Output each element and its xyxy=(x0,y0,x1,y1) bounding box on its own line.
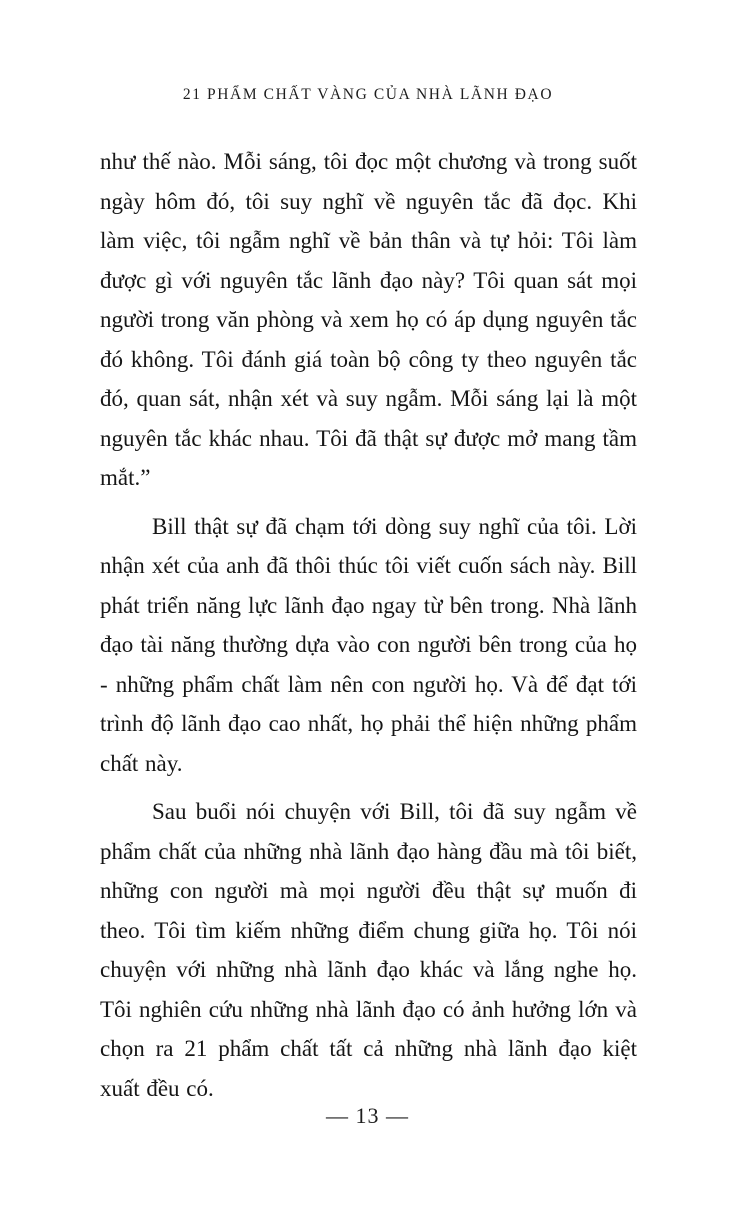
body-text xyxy=(100,142,637,1108)
paragraph: Bill thật sự đã chạm tới dòng suy nghĩ của tôi. Lời nhận xét của anh đã thôi thúc tôi viết cuốn sách này. Bill phát triển năng lực lãnh đạo ngay từ bên trong. Nhà lãnh đạo tài năng thường dựa vào con người bên trong của họ - những phẩm chất làm nên con người họ. Và để đạt tới trình độ lãnh đạo cao nhất, họ phải thể hiện những phẩm chất này. xyxy=(100,513,637,776)
paragraph-continuation: như thế nào. Mỗi sáng, tôi đọc một chương và trong suốt ngày hôm đó, tôi suy nghĩ về nguyên tắc đã đọc. Khi làm việc, tôi ngẫm nghĩ về bản thân và tự hỏi: Tôi làm được gì với nguyên tắc lãnh đạo này? Tôi quan sát mọi người trong văn phòng và xem họ có áp dụng nguyên tắc đó không. Tôi đánh giá toàn bộ công ty theo nguyên tắc đó, quan sát, nhận xét và suy ngẫm. Mỗi sáng lại là một nguyên tắc khác nhau. Tôi đã thật sự được mở mang tầm mắt.” xyxy=(100,149,637,490)
page-number: — 13 — xyxy=(326,1103,409,1128)
running-header: 21 PHẨM CHẤT VÀNG CỦA NHÀ LÃNH ĐẠO xyxy=(182,86,554,103)
paragraph: Sau buổi nói chuyện với Bill, tôi đã suy ngẫm về phẩm chất của những nhà lãnh đạo hàng đầu mà tôi biết, những con người mà mọi người đều thật sự muốn đi theo. Tôi tìm kiếm những điểm chung giữa họ. Tôi nói chuyện với những nhà lãnh đạo khác và lắng nghe họ. Tôi nghiên cứu những nhà lãnh đạo có ảnh hưởng lớn và chọn ra 21 phẩm chất tất cả những nhà lãnh đạo kiệt xuất đều có. xyxy=(100,799,637,1101)
